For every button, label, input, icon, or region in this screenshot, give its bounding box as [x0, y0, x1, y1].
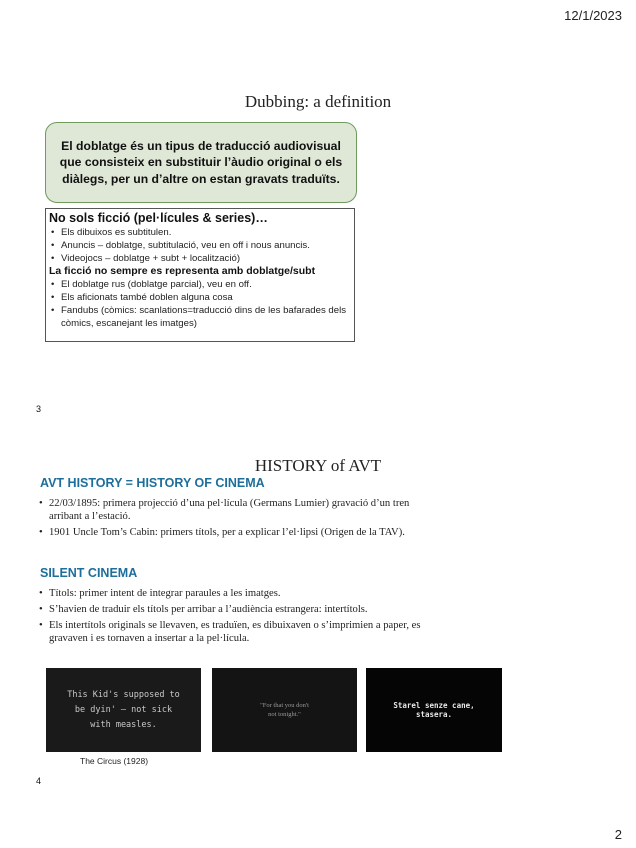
section-heading-silent-cinema: SILENT CINEMA: [40, 566, 138, 580]
slide-number: 3: [36, 404, 42, 414]
list-item: • Els dibuixos es subtitulen.: [49, 226, 350, 239]
intertitle-image-dark: [212, 668, 357, 752]
list-item: • Fandubs (còmics: scanlations=traducció dins de les bafarades dels còmics, escanejant les imatges): [49, 304, 350, 330]
slide-number: 4: [36, 776, 42, 786]
list-item: • Anuncis – doblatge, subtitulació, veu en off i nous anuncis.: [49, 239, 350, 252]
list-item: • El doblatge rus (doblatge parcial), veu en off.: [49, 278, 350, 291]
intertitle-text: "For that you don't not tonight.": [260, 702, 309, 718]
fiction-list: [49, 278, 350, 330]
definition-box: [45, 122, 357, 203]
list-item: • Títols: primer intent de integrar paraules a les imatges.: [37, 587, 457, 600]
examples-list: [49, 226, 350, 265]
intertitle-text: Starel senze cane, stasera.: [393, 701, 475, 719]
list-item: • S’havien de traduir els títols per arribar a l’audiència estrangera: intertítols.: [37, 603, 457, 616]
slide-title-dubbing: Dubbing: a definition: [244, 92, 392, 111]
section-heading-avt-history: AVT HISTORY = HISTORY OF CINEMA: [40, 476, 265, 490]
intertitle-text: This Kid's supposed to be dyin' — not sick with measles.: [67, 689, 180, 730]
definition-text: El doblatge és un tipus de traducció audiovisual que consisteix en substituir l’àudio original o els diàlegs, per un d’altre on estan gravats traduïts.: [59, 138, 343, 186]
image-caption: The Circus (1928): [80, 756, 149, 766]
list-item: • Els aficionats també doblen alguna cosa: [49, 291, 350, 304]
date-header: 12/1/2023: [564, 8, 622, 23]
silent-cinema-list: [37, 587, 457, 648]
list-item: • Els intertítols originals se llevaven, es traduïen, es dibuixaven o s’imprimien a paper, es gravaven i es tornaven a insertar a la pel·lícula.: [37, 619, 457, 645]
intertitle-image-english: [46, 668, 201, 752]
history-list: [37, 497, 437, 542]
examples-box: [45, 208, 355, 342]
slide-title-history: HISTORY of AVT: [254, 456, 382, 475]
page-number: 2: [614, 827, 622, 842]
list-item: • Videojocs – doblatge + subt + localització): [49, 252, 350, 265]
intertitle-image-italian: [366, 668, 502, 752]
examples-heading: No sols ficció (pel·lícules & series)…: [49, 211, 268, 225]
list-item: • 1901 Uncle Tom’s Cabin: primers títols, per a explicar l’el·lipsi (Origen de la TAV).: [37, 526, 437, 539]
fiction-heading: La ficció no sempre es representa amb doblatge/subt: [49, 265, 316, 277]
list-item: • 22/03/1895: primera projecció d’una pel·lícula (Germans Lumier) gravació d’un tren arribant a l’estació.: [37, 497, 437, 523]
